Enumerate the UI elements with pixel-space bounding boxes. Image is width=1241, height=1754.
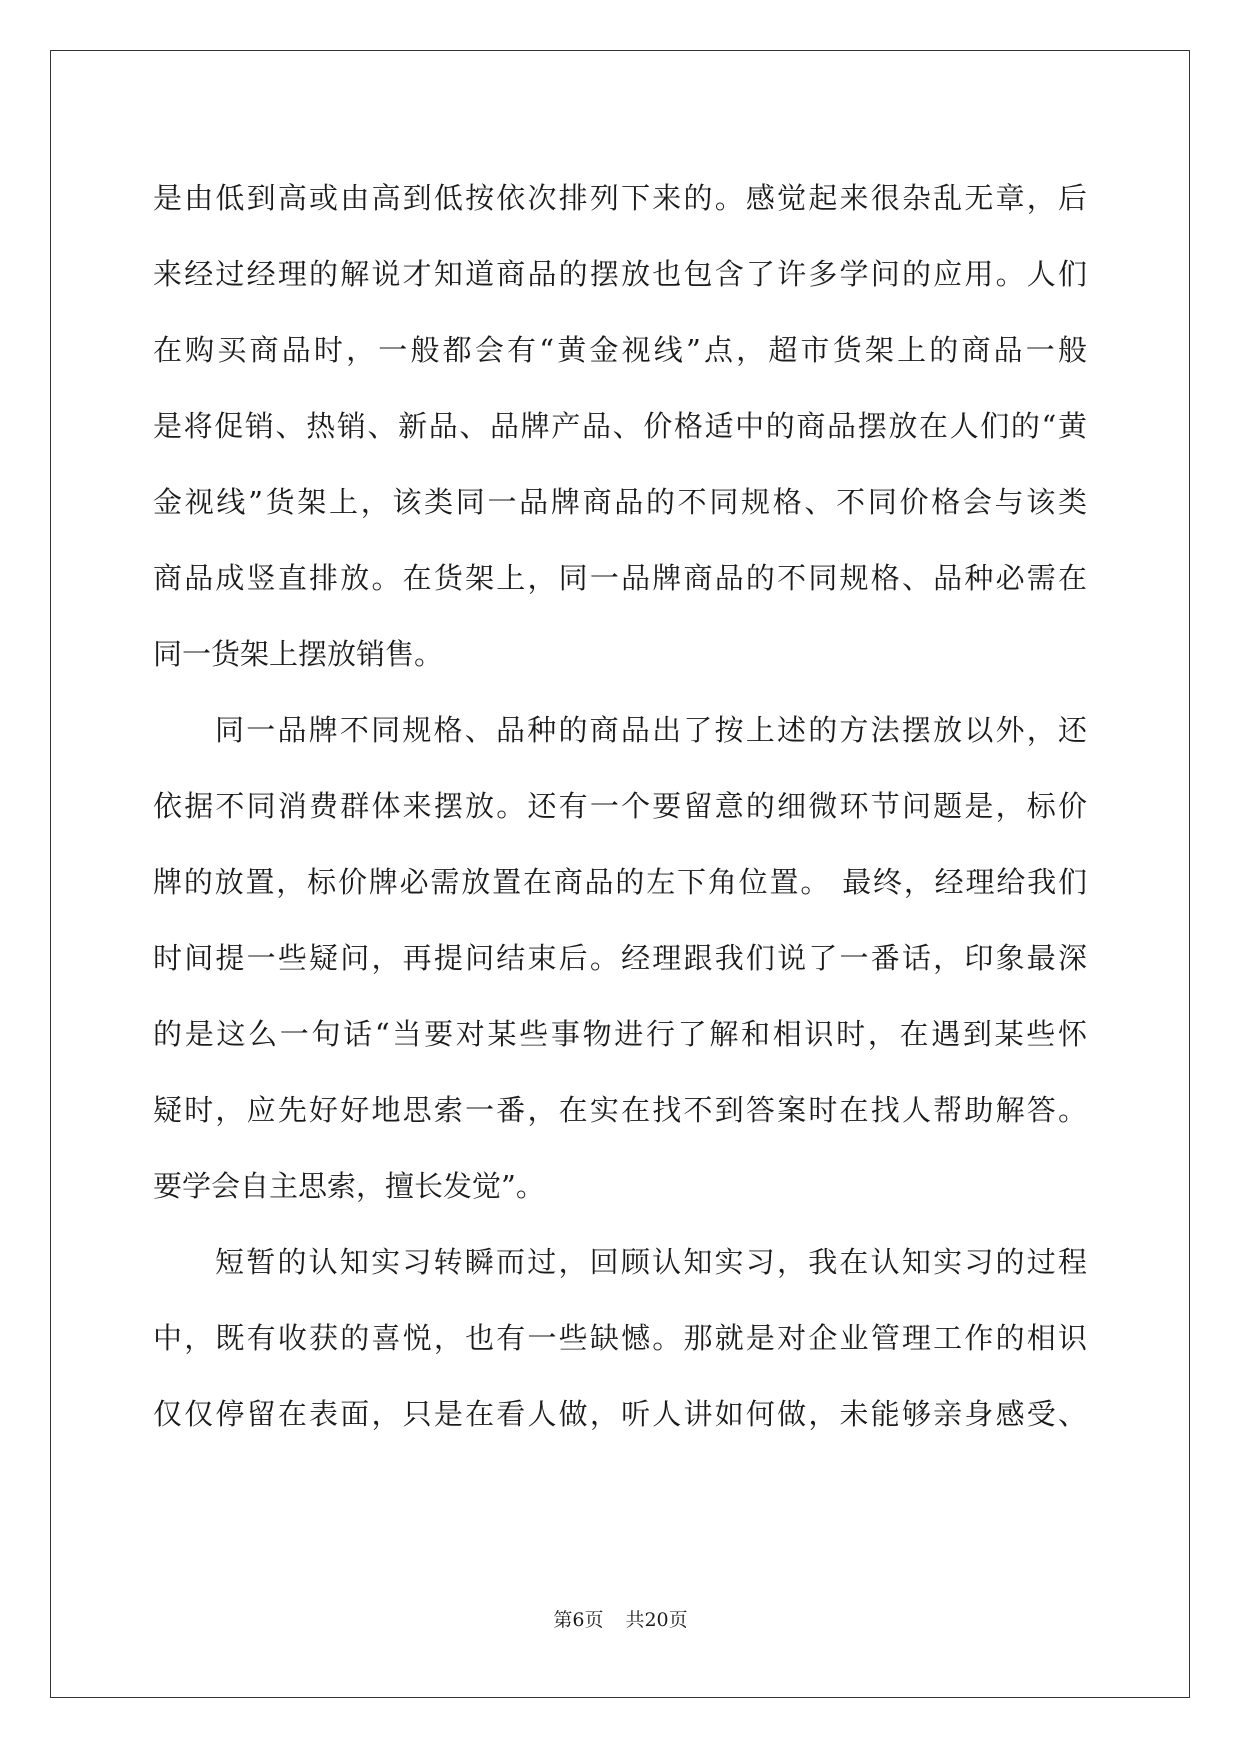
text-line: 同一货架上摆放销售。 — [153, 637, 444, 671]
text-line: 是由低到高或由高到低按依次排列下来的。感觉起来很杂乱无章，后 — [153, 181, 1087, 215]
text-line: 依据不同消费群体来摆放。还有一个要留意的细微环节问题是，标价 — [153, 789, 1087, 823]
text-line: 的是这么一句话“当要对某些事物进行了解和相识时，在遇到某些怀 — [153, 1017, 1087, 1051]
text-line: 来经过经理的解说才知道商品的摆放也包含了许多学问的应用。人们 — [153, 257, 1087, 291]
text-line: 要学会自主思索，擅长发觉”。 — [153, 1169, 545, 1203]
text-line: 时间提一些疑问，再提问结束后。经理跟我们说了一番话，印象最深 — [153, 941, 1087, 975]
page-number: 第6页 — [553, 1609, 604, 1631]
page-footer — [0, 1607, 1241, 1633]
paragraph — [153, 1224, 1087, 1452]
paragraph — [153, 692, 1087, 1224]
text-line: 中，既有收获的喜悦，也有一些缺憾。那就是对企业管理工作的相识 — [153, 1321, 1087, 1355]
document-body — [153, 160, 1087, 1452]
text-line: 商品成竖直排放。在货架上，同一品牌商品的不同规格、品种必需在 — [153, 561, 1087, 595]
text-line: 金视线”货架上，该类同一品牌商品的不同规格、不同价格会与该类 — [153, 485, 1087, 519]
text-line: 牌的放置，标价牌必需放置在商品的左下角位置。 最终，经理给我们 — [153, 865, 1087, 899]
text-line: 短暂的认知实习转瞬而过，回顾认知实习，我在认知实习的过程 — [215, 1245, 1087, 1279]
text-line: 是将促销、热销、新品、品牌产品、价格适中的商品摆放在人们的“黄 — [153, 409, 1087, 443]
paragraph — [153, 160, 1087, 692]
text-line: 仅仅停留在表面，只是在看人做，听人讲如何做，未能够亲身感受、 — [153, 1397, 1087, 1431]
text-line: 在购买商品时，一般都会有“黄金视线”点，超市货架上的商品一般 — [153, 333, 1087, 367]
page-total: 共20页 — [625, 1609, 688, 1631]
text-line: 同一品牌不同规格、品种的商品出了按上述的方法摆放以外，还 — [215, 713, 1087, 747]
text-line: 疑时，应先好好地思索一番，在实在找不到答案时在找人帮助解答。 — [153, 1093, 1087, 1127]
